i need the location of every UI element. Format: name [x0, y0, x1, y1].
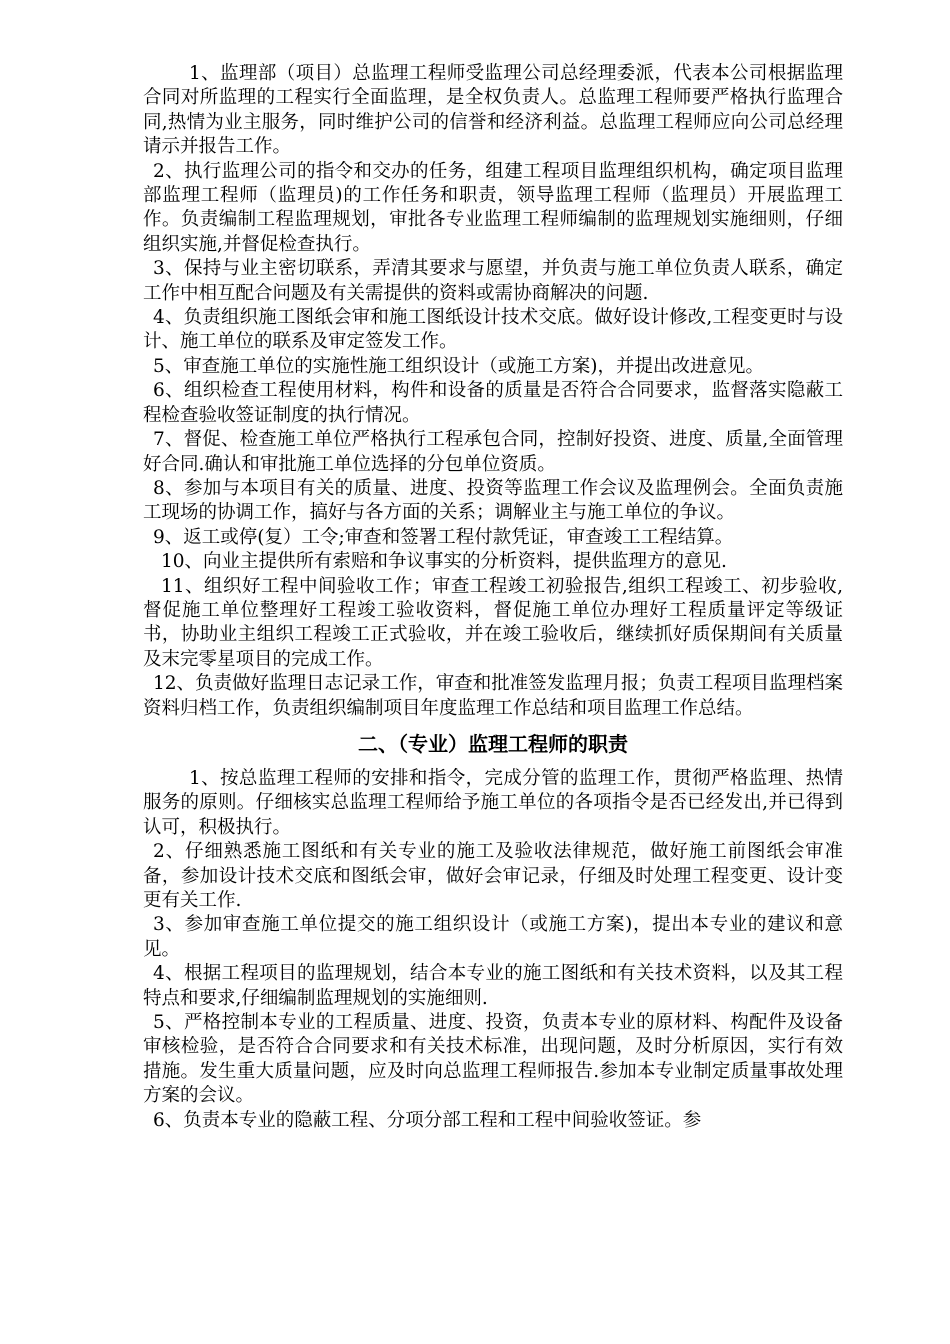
- s1-item-5: 5、审查施工单位的实施性施工组织设计（或施工方案)，并提出改进意见。: [153, 355, 764, 377]
- s1-item-9: 9、返工或停(复）工令;审查和签署工程付款凭证，审查竣工工程结算。: [153, 526, 734, 548]
- s2-item-4: 4、根据工程项目的监理规划，结合本专业的施工图纸和有关技术资料，以及其工程特点和要求,仔细编制监理规划的实施细则.: [143, 963, 843, 1009]
- s1-item-4: 4、负责组织施工图纸会审和施工图纸设计技术交底。做好设计修改,工程变更时与设计、施工单位的联系及审定签发工作。: [143, 307, 843, 353]
- s2-item-3: 3、参加审查施工单位提交的施工组织设计（或施工方案)，提出本专业的建议和意见。: [143, 914, 843, 960]
- s1-item-12: 12、负责做好监理日志记录工作，审查和批准签发监理月报；负责工程项目监理档案资料归档工作，负责组织编制项目年度监理工作总结和项目监理工作总结。: [143, 673, 843, 719]
- document-page: [143, 62, 843, 1133]
- s2-item-5: 5、严格控制本专业的工程质量、进度、投资，负责本专业的原材料、构配件及设备审核检验，是否符合合同要求和有关技术标准，出现问题，及时分析原因，实行有效措施。发生重大质量问题，应及时向总监理工程师报告.参加本专业制定质量事故处理方案的会议。: [143, 1012, 843, 1107]
- s1-item-11: 11、组织好工程中间验收工作；审查工程竣工初验报告,组织工程竣工、初步验收,督促施工单位整理好工程竣工验收资料，督促施工单位办理好工程质量评定等级证书，协助业主组织工程竣工正式验收，并在竣工验收后，继续抓好质保期间有关质量及末完零星项目的完成工作。: [143, 575, 843, 670]
- s1-item-8: 8、参加与本项目有关的质量、进度、投资等监理工作会议及监理例会。全面负责施工现场的协调工作，搞好与各方面的关系；调解业主与施工单位的争议。: [143, 477, 843, 524]
- s1-item-3: 3、保持与业主密切联系，弄清其要求与愿望，并负责与施工单位负责人联系，确定工作中相互配合问题及有关需提供的资料或需协商解决的问题.: [143, 258, 843, 304]
- s2-item-1: 1、按总监理工程师的安排和指令，完成分管的监理工作，贯彻严格监理、热情服务的原则。仔细核实总监理工程师给予施工单位的各项指令是否已经发出,并已得到认可，积极执行。: [143, 767, 843, 838]
- s1-item-6: 6、组织检查工程使用材料，构件和设备的质量是否符合合同要求，监督落实隐蔽工程检查验收签证制度的执行情况。: [143, 380, 843, 426]
- s1-item-10: 10、向业主提供所有索赔和争议事实的分析资料，提供监理方的意见.: [161, 551, 727, 573]
- s1-item-7: 7、督促、检查施工单位严格执行工程承包合同，控制好投资、进度、质量,全面管理好合同.确认和审批施工单位选择的分包单位资质。: [143, 429, 843, 475]
- section-heading: 二、（专业）监理工程师的职责: [358, 731, 628, 756]
- s1-item-1: 1、监理部（项目）总监理工程师受监理公司总经理委派，代表本公司根据监理合同对所监理的工程实行全面监理，是全权负责人。总监理工程师要严格执行监理合同,热情为业主服务，同时维护公司的信誉和经济利益。总监理工程师应向公司总经理请示并报告工作。: [143, 63, 843, 158]
- s2-item-2: 2、仔细熟悉施工图纸和有关专业的施工及验收法律规范，做好施工前图纸会审准备，参加设计技术交底和图纸会审，做好会审记录，仔细及时处理工程变更、设计变更有关工作.: [143, 841, 843, 911]
- s2-item-6: 6、负责本专业的隐蔽工程、分项分部工程和工程中间验收签证。参: [153, 1109, 702, 1131]
- s1-item-2: 2、执行监理公司的指令和交办的任务，组建工程项目监理组织机构，确定项目监理部监理工程师（监理员)的工作任务和职责，领导监理工程师（监理员）开展监理工作。负责编制工程监理规划，审批各专业监理工程师编制的监理规划实施细则，仔细组织实施,并督促检查执行。: [143, 160, 843, 255]
